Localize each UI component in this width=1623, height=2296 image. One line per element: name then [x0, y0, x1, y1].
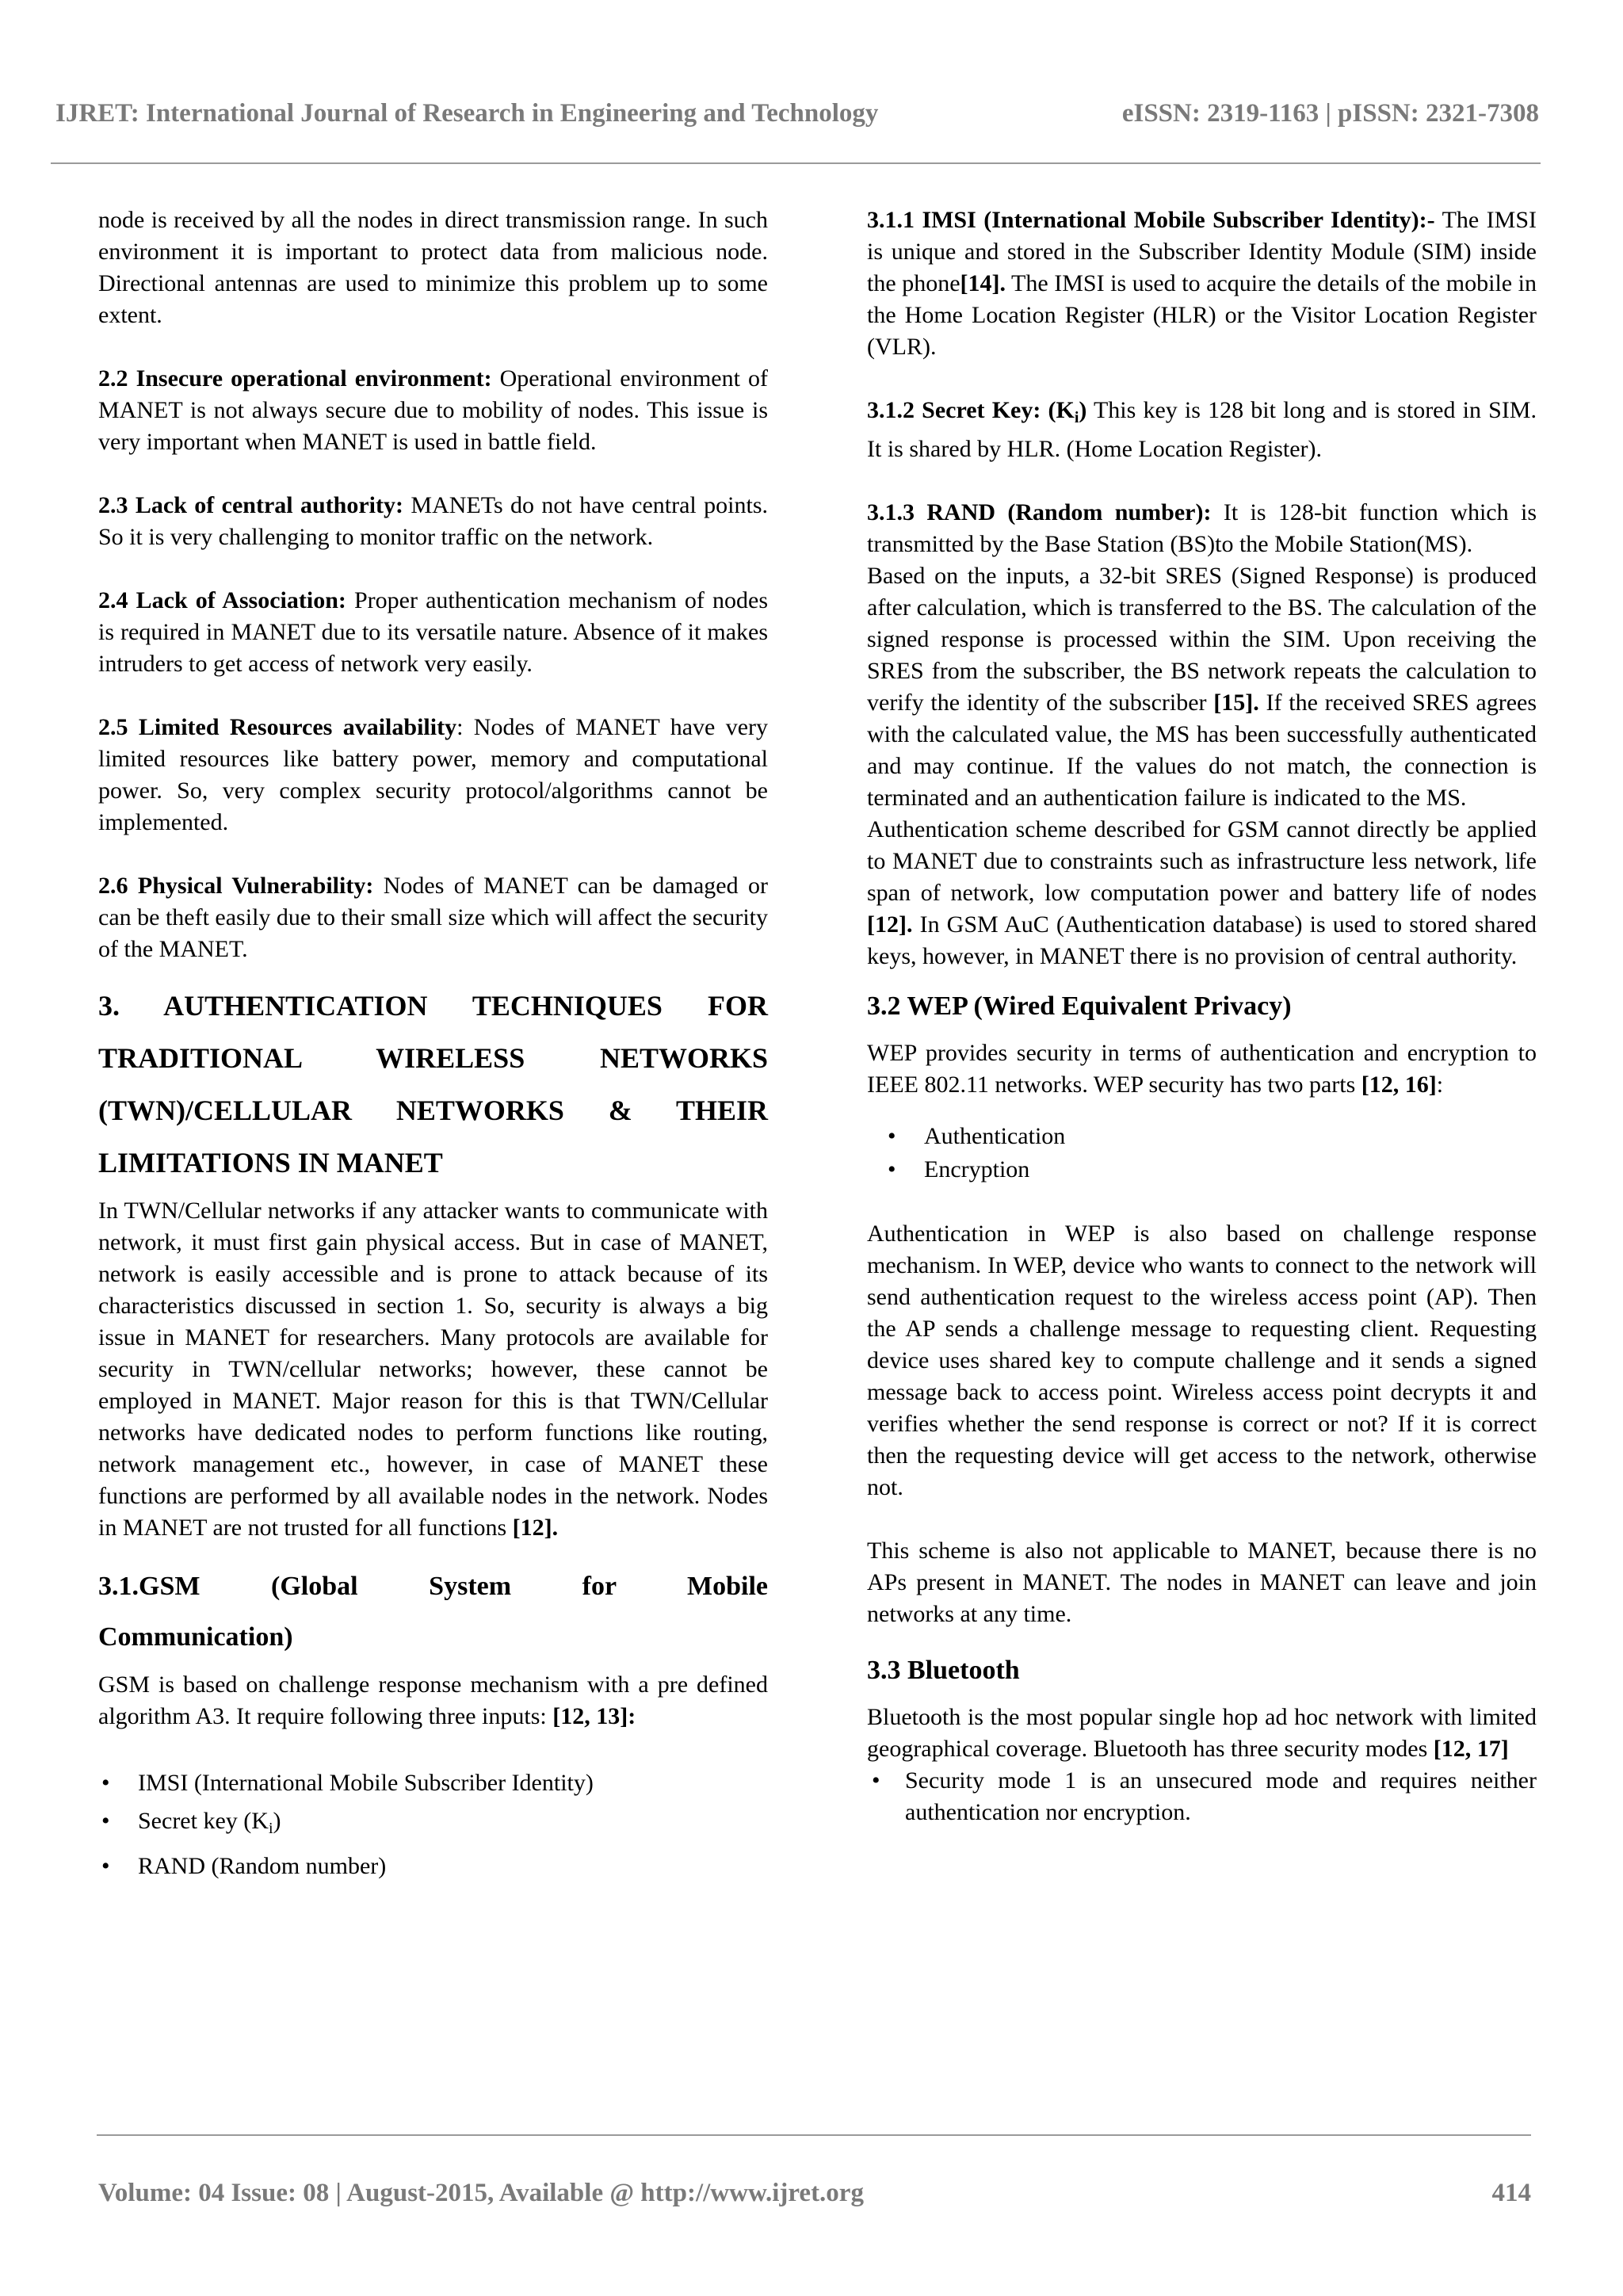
section-2-2-title: 2.2 Insecure operational environment: — [98, 365, 492, 392]
section-3-1-2 — [867, 395, 1537, 465]
header-divider — [51, 162, 1541, 164]
section-3-heading-line: TRADITIONAL WIRELESS NETWORKS — [98, 1042, 768, 1074]
section-3-1-text — [98, 1669, 768, 1733]
section-2-6-text: Nodes of MANET can be damaged or can be theft easily due to their small size which will affect the security of the MANET. — [98, 873, 769, 962]
section-3-1-heading-line: 3.1.GSM (Global System for Mobile — [98, 1572, 768, 1601]
page-header — [55, 94, 1539, 133]
citation: [12, 17] — [1433, 1736, 1509, 1762]
section-3-body: In TWN/Cellular networks if any attacker wants to communicate with network, it must first gain physical access. But in case of MANET, network is easily accessible and is prone to attack because of its characteristics discussed in section 1. So, security is always a big issue in MANET for researchers. Many protocols are available for security in TWN/cellular networks; however, these cannot be employed in MANET. Major reason for this is that TWN/Cellular networks have dedicated nodes to perform functions like routing, network management etc., however, in case of MANET these functions are performed by all available nodes in the network. Nodes in MANET are not trusted for all functions — [98, 1198, 768, 1541]
list-item-text: IMSI (International Mobile Subscriber Identity) — [138, 1770, 594, 1796]
section-3-1-1-title: 3.1.1 IMSI (International Mobile Subscriber Identity):- — [867, 207, 1435, 233]
section-3-heading — [98, 980, 768, 1189]
list-item — [98, 1847, 768, 1885]
wep-intro: WEP provides security in terms of authentication and encryption to IEEE 802.11 networks. WEP security has two parts — [867, 1040, 1537, 1098]
auth-text-b: In GSM AuC (Authentication database) is used to stored shared keys, however, in MANET there is no provision of central authority. — [867, 911, 1537, 969]
section-2-2-text: Operational environment of MANET is not always secure due to mobility of nodes. This issue is very important when MANET is used in battle field. — [98, 365, 768, 455]
wep-parts-list — [867, 1120, 1537, 1186]
bluetooth-intro: Bluetooth is the most popular single hop ad hoc network with limited geographical coverage. Bluetooth has three security modes — [867, 1704, 1537, 1762]
section-2-4-text: Proper authentication mechanism of nodes is required in MANET due to its versatile nature. Absence of it makes intruders to get access of network very easily. — [98, 587, 768, 677]
section-3-1-3-title: 3.1.3 RAND (Random number): — [867, 499, 1212, 525]
journal-title: IJRET: International Journal of Research in Engineering and Technology — [55, 98, 879, 128]
gsm-inputs-list — [98, 1764, 768, 1885]
section-2-5 — [98, 712, 768, 839]
section-3-1-2-title-end: ) — [1079, 397, 1087, 423]
section-2-5-text: : Nodes of MANET have very limited resources like battery power, memory and computational power. So, very complex security protocol/algorithms cannot be implemented. — [98, 714, 769, 835]
citation: [12]. — [512, 1515, 559, 1541]
section-3-1-1-text: The IMSI is unique and stored in the Subscriber Identity Module (SIM) inside the phone — [867, 207, 1537, 296]
section-3-heading-line: (TWN)/CELLULAR NETWORKS & THEIR — [98, 1095, 768, 1126]
subscript: i — [1074, 409, 1079, 426]
section-3-text — [98, 1195, 768, 1544]
sres-text: Based on the inputs, a 32-bit SRES (Signed Response) is produced after calculation, which is transferred to the BS. The calculation of the signed response is processed within the SIM. Upon receiving the SRES from the subscriber, the BS network repeats the calculation to verify the identity of the subscriber — [867, 563, 1537, 716]
section-3-heading-line: LIMITATIONS IN MANET — [98, 1147, 443, 1179]
list-item — [867, 1120, 1537, 1153]
section-3-1-3 — [867, 497, 1537, 560]
section-2-2 — [98, 363, 768, 458]
section-2-5-title: 2.5 Limited Resources availability — [98, 714, 457, 740]
left-column — [98, 204, 768, 1917]
list-item-text: RAND (Random number) — [138, 1853, 387, 1879]
section-2-4 — [98, 585, 768, 680]
list-item-text: Encryption — [924, 1156, 1030, 1182]
footer-divider — [97, 2134, 1531, 2136]
page-number: 414 — [1491, 2178, 1531, 2207]
sres-text-b: If the received SRES agrees with the calculated value, the MS has been successfully authenticated and may continue. If the values do not match, the connection is terminated and an authentication failure is indicated to the MS. — [867, 690, 1537, 811]
auth-text: Authentication scheme described for GSM cannot directly be applied to MANET due to constraints such as infrastructure less network, life span of network, low computation power and battery life of nodes — [867, 816, 1537, 906]
list-item — [98, 1802, 768, 1847]
section-3-heading-line: 3. AUTHENTICATION TECHNIQUES FOR — [98, 990, 768, 1022]
section-2-3-text: MANETs do not have central points. So it is very challenging to monitor traffic on the network. — [98, 492, 769, 550]
section-3-3-heading: 3.3 Bluetooth — [867, 1656, 1020, 1685]
section-3-2-text — [867, 1037, 1537, 1101]
section-3-1-1 — [867, 204, 1537, 363]
list-item — [867, 1765, 1537, 1828]
issn: eISSN: 2319-1163 | pISSN: 2321-7308 — [1121, 98, 1539, 128]
subscript: i — [268, 1820, 273, 1837]
list-item — [867, 1153, 1537, 1186]
section-2-3-title: 2.3 Lack of central authority: — [98, 492, 404, 518]
citation: [14]. — [960, 270, 1006, 296]
paragraph-gsm-manet — [867, 814, 1537, 972]
list-item-text: Secret key (K — [138, 1808, 269, 1834]
list-item-text: Authentication — [924, 1123, 1066, 1149]
page-footer — [98, 2173, 1531, 2213]
paragraph-wep-scheme: This scheme is also not applicable to MANET, because there is no APs present in MANET. The nodes in MANET can leave and join networks at any time. — [867, 1538, 1537, 1627]
list-item-text: Security mode 1 is an unsecured mode and requires neither authentication nor encryption. — [905, 1767, 1537, 1825]
list-item — [98, 1764, 768, 1802]
section-3-3-text — [867, 1702, 1537, 1765]
section-3-1-1-text-b: The IMSI is used to acquire the details of the mobile in the Home Location Register (HLR) or the Visitor Location Register (VLR). — [867, 270, 1537, 360]
wep-colon: : — [1436, 1072, 1444, 1098]
citation: [12, 16] — [1361, 1072, 1437, 1098]
paragraph-sres — [867, 560, 1537, 814]
section-3-1-3-text: It is 128-bit function which is transmitted by the Base Station (BS)to the Mobile Station(MS). — [867, 499, 1537, 557]
footer-volume: Volume: 04 Issue: 08 | August-2015, Available @ http://www.ijret.org — [98, 2178, 864, 2207]
section-2-6 — [98, 870, 768, 965]
paragraph-wep-auth: Authentication in WEP is also based on challenge response mechanism. In WEP, device who wants to connect to the network will send authentication request to the wireless access point (AP). Then the AP sends a challenge message to requesting client. Requesting device uses shared key to compute challenge and it sends a signed message back to access point. Wireless access point decrypts it and verifies whether the send response is correct or not? If it is correct then the requesting device will get access to the network, otherwise not. — [867, 1221, 1537, 1500]
citation: [12]. — [867, 911, 913, 938]
section-3-1-2-text: This key is 128 bit long and is stored in SIM. It is shared by HLR. (Home Location Register). — [867, 397, 1537, 462]
section-3-1-2-title: 3.1.2 Secret Key: (K — [867, 397, 1075, 423]
bluetooth-modes-list — [867, 1765, 1537, 1828]
section-3-1-heading-line: Communication) — [98, 1622, 293, 1652]
section-3-2-heading: 3.2 WEP (Wired Equivalent Privacy) — [867, 991, 1292, 1021]
section-2-3 — [98, 490, 768, 553]
section-2-4-title: 2.4 Lack of Association: — [98, 587, 346, 613]
section-3-1-body: GSM is based on challenge response mechanism with a pre defined algorithm A3. It require following three inputs: — [98, 1671, 768, 1729]
section-2-6-title: 2.6 Physical Vulnerability: — [98, 873, 374, 899]
section-3-1-heading — [98, 1561, 768, 1663]
list-item-text: ) — [273, 1808, 281, 1834]
paragraph-intro: node is received by all the nodes in direct transmission range. In such environment it is important to protect data from malicious node. Directional antennas are used to minimize this problem up to some extent. — [98, 207, 768, 328]
right-column — [867, 204, 1537, 1860]
citation: [12, 13]: — [552, 1703, 636, 1729]
citation: [15]. — [1213, 690, 1259, 716]
